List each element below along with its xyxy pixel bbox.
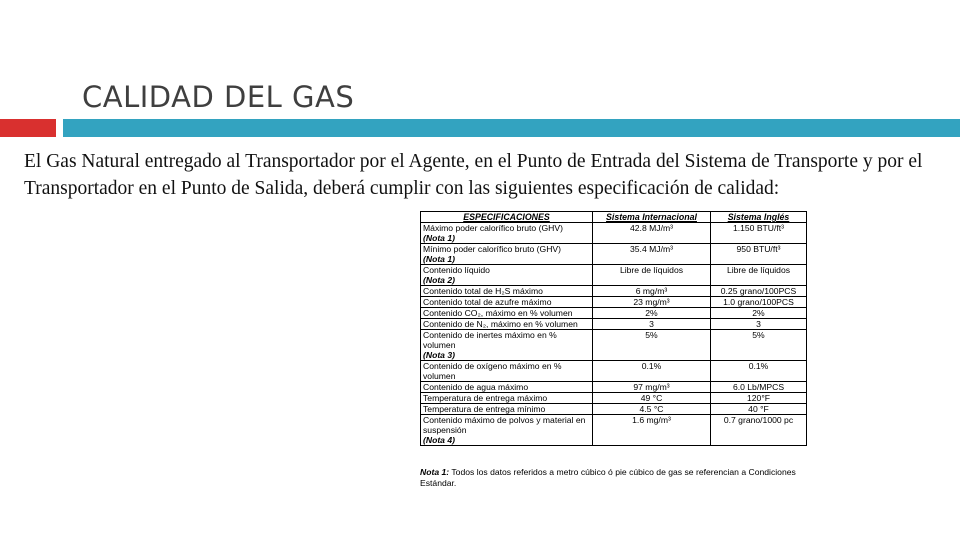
spec-value-en: 3 [711,319,807,330]
header-especificaciones: ESPECIFICACIONES [421,212,593,223]
table-row [421,404,807,415]
spec-parameter [421,404,593,415]
spec-value-en: 120°F [711,393,807,404]
spec-note: (Nota 3) [423,350,455,360]
spec-parameter [421,415,593,446]
spec-parameter-label: Contenido líquido [423,265,490,275]
spec-parameter [421,393,593,404]
spec-note: (Nota 1) [423,254,455,264]
spec-parameter-label: Contenido de agua máximo [423,382,529,392]
table-row [421,223,807,244]
accent-bar-blue [63,119,960,137]
table-row [421,308,807,319]
footnote [420,467,812,488]
spec-parameter [421,244,593,265]
intro-paragraph: El Gas Natural entregado al Transportador por el Agente, en el Punto de Entrada del Sistema de Transporte y por el Transportador en el Punto de Salida, deberá cumplir con las siguientes especificación de calidad: [24,151,923,199]
spec-value-si: 97 mg/m³ [593,382,711,393]
spec-parameter-label: Contenido total de azufre máximo [423,297,552,307]
spec-value-si: Libre de líquidos [593,265,711,286]
table-row [421,393,807,404]
table-row [421,244,807,265]
footnote-text: Todos los datos referidos a metro cúbico ó pie cúbico de gas se referencian a Condiciones Estándar. [420,467,796,488]
spec-value-en: 2% [711,308,807,319]
spec-parameter [421,319,593,330]
spec-parameter [421,308,593,319]
table-row [421,415,807,446]
spec-value-si: 3 [593,319,711,330]
spec-parameter-label: Contenido CO₂, máximo en % volumen [423,308,573,318]
spec-parameter [421,382,593,393]
spec-value-si: 4.5 °C [593,404,711,415]
spec-value-si: 1.6 mg/m³ [593,415,711,446]
specifications-table [420,211,807,446]
spec-value-si: 5% [593,330,711,361]
spec-parameter [421,297,593,308]
spec-parameter-label: Temperatura de entrega mínimo [423,404,546,414]
table-row [421,330,807,361]
spec-value-en: 6.0 Lb/MPCS [711,382,807,393]
spec-parameter [421,361,593,382]
spec-value-en: 40 °F [711,404,807,415]
spec-parameter-label: Máximo poder calorífico bruto (GHV) [423,223,563,233]
spec-value-si: 35.4 MJ/m³ [593,244,711,265]
spec-value-si: 23 mg/m³ [593,297,711,308]
spec-value-en: 1.0 grano/100PCS [711,297,807,308]
table-row [421,265,807,286]
spec-parameter [421,223,593,244]
spec-parameter-label: Temperatura de entrega máximo [423,393,548,403]
accent-bar-red [0,119,56,137]
table-row [421,382,807,393]
header-sistema-internacional: Sistema Internacional [593,212,711,223]
spec-value-en: 1.150 BTU/ft³ [711,223,807,244]
spec-parameter [421,286,593,297]
header-sistema-ingles: Sistema Inglés [711,212,807,223]
spec-value-si: 42.8 MJ/m³ [593,223,711,244]
table-row [421,319,807,330]
spec-parameter [421,265,593,286]
table-row [421,361,807,382]
slide-title: CALIDAD DEL GAS [82,80,355,114]
spec-value-si: 6 mg/m³ [593,286,711,297]
spec-value-en: 950 BTU/ft³ [711,244,807,265]
spec-value-si: 0.1% [593,361,711,382]
spec-value-en: Libre de líquidos [711,265,807,286]
spec-value-en: 5% [711,330,807,361]
spec-parameter-label: Contenido máximo de polvos y material en suspensión [423,415,586,435]
spec-parameter-label: Mínimo poder calorífico bruto (GHV) [423,244,562,254]
spec-value-si: 2% [593,308,711,319]
spec-note: (Nota 4) [423,435,455,445]
spec-value-en: 0.1% [711,361,807,382]
footnote-label: Nota 1: [420,467,450,477]
spec-value-en: 0.7 grano/1000 pc [711,415,807,446]
spec-note: (Nota 1) [423,233,455,243]
spec-parameter-label: Contenido total de H₂S máximo [423,286,543,296]
table-row [421,297,807,308]
spec-note: (Nota 2) [423,275,455,285]
spec-parameter-label: Contenido de oxígeno máximo en % volumen [423,361,562,381]
table-row [421,286,807,297]
spec-parameter-label: Contenido de inertes máximo en % volumen [423,330,557,350]
table-header-row [421,212,807,223]
spec-parameter [421,330,593,361]
spec-value-si: 49 °C [593,393,711,404]
spec-value-en: 0.25 grano/100PCS [711,286,807,297]
spec-parameter-label: Contenido de N₂, máximo en % volumen [423,319,578,329]
